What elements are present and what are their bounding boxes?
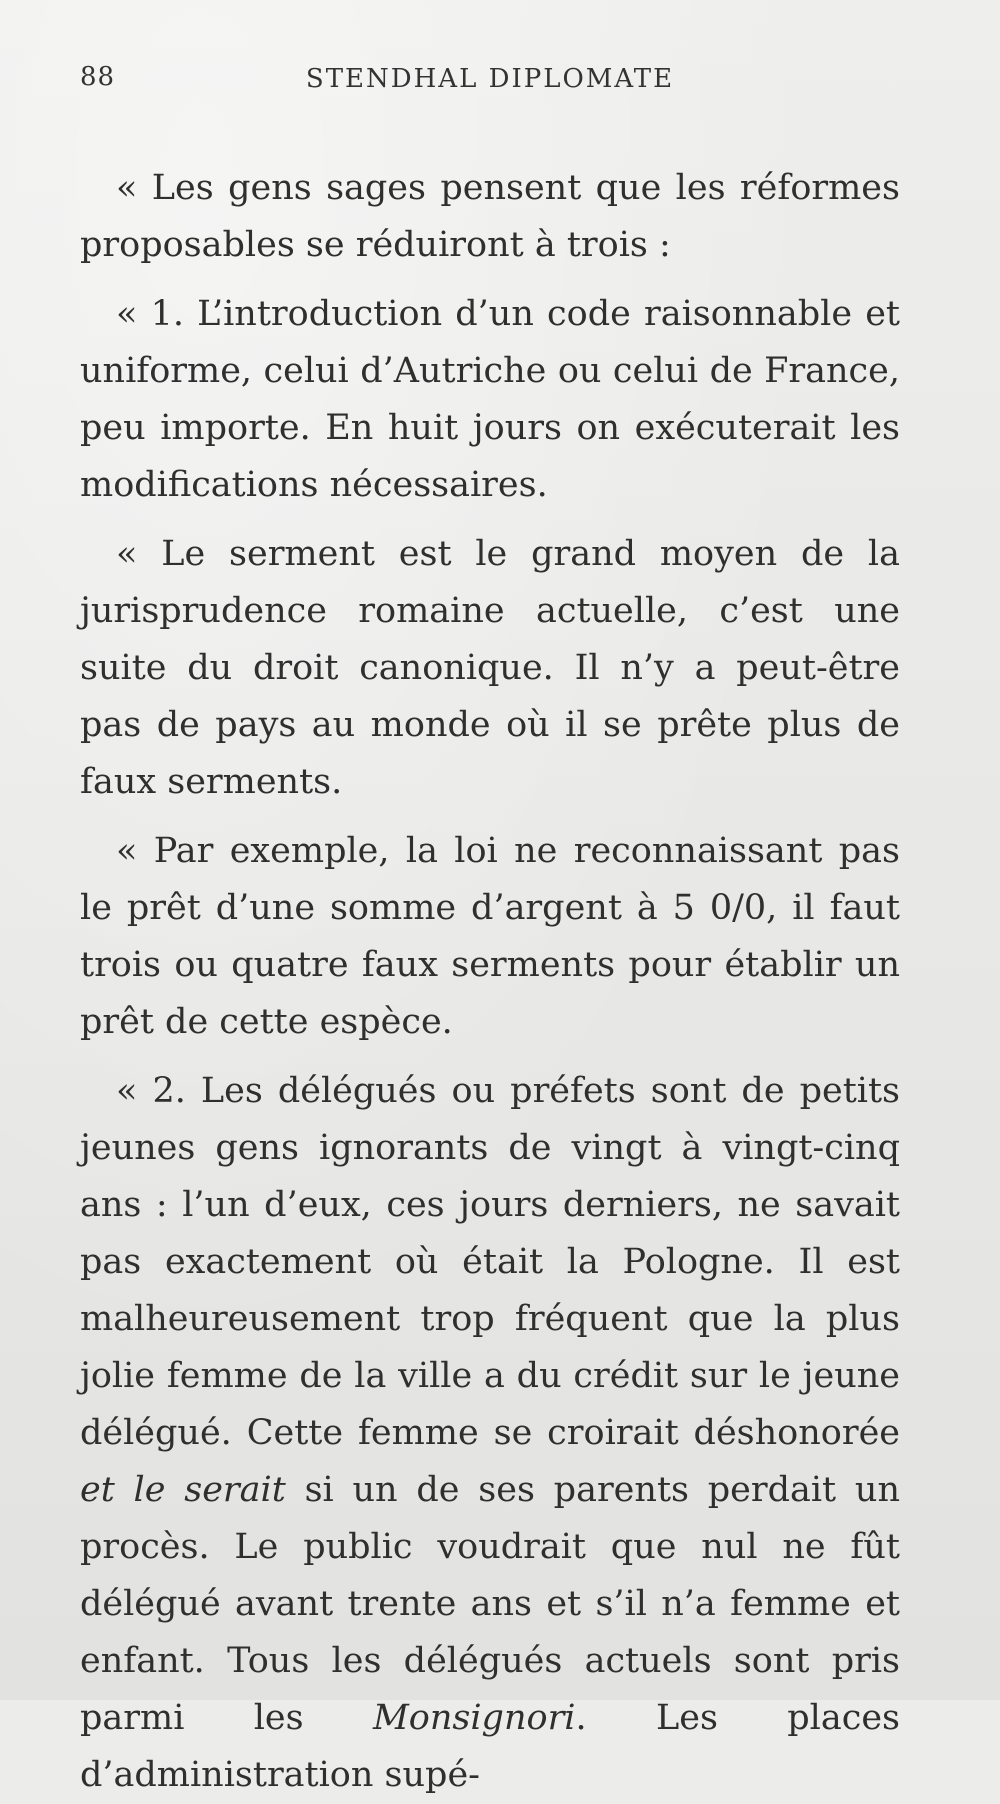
running-title: STENDHAL DIPLOMATE (305, 64, 675, 94)
text-run: si un de ses parents perdait un procès. Le public voudrait que nul ne fût délégué avant trente ans et s’il n’a femme et enfant. Tous les délégués actuels sont pris parmi les (80, 1470, 900, 1738)
paragraph: « Les gens sages pensent que les réformes proposables se réduiront à trois : (80, 168, 900, 265)
italic-phrase: et le serait (80, 1470, 286, 1510)
paragraph: « 1. L’introduction d’un code raisonnable et uniforme, celui d’Autriche ou celui de France, peu importe. En huit jours on exécuterait les modifications nécessaires. (80, 294, 900, 505)
text-run: . Les places d’administration supé- (80, 1698, 900, 1795)
paragraph (80, 1063, 900, 1804)
paragraph: « Le serment est le grand moyen de la jurisprudence romaine actuelle, c’est une suite du droit canonique. Il n’y a peut-être pas de pays au monde où il se prête plus de faux serments. (80, 534, 900, 802)
italic-term: Monsignori (372, 1698, 576, 1738)
text-run: « 2. Les délégués ou préfets sont de petits jeunes gens ignorants de vingt à vingt-cinq ans : l’un d’eux, ces jours derniers, ne savait pas exactement où était la Pologne. Il est malheureusement trop fréquent que la plus jolie femme de la ville a du crédit sur le jeune délégué. Cette femme se croirait déshonorée (80, 1071, 900, 1453)
running-head (80, 50, 900, 110)
body-text (80, 160, 900, 1804)
page-number: 88 (80, 62, 116, 92)
paragraph: « Par exemple, la loi ne reconnaissant pas le prêt d’une somme d’argent à 5 0/0, il faut trois ou quatre faux serments pour établir un prêt de cette espèce. (80, 831, 900, 1042)
